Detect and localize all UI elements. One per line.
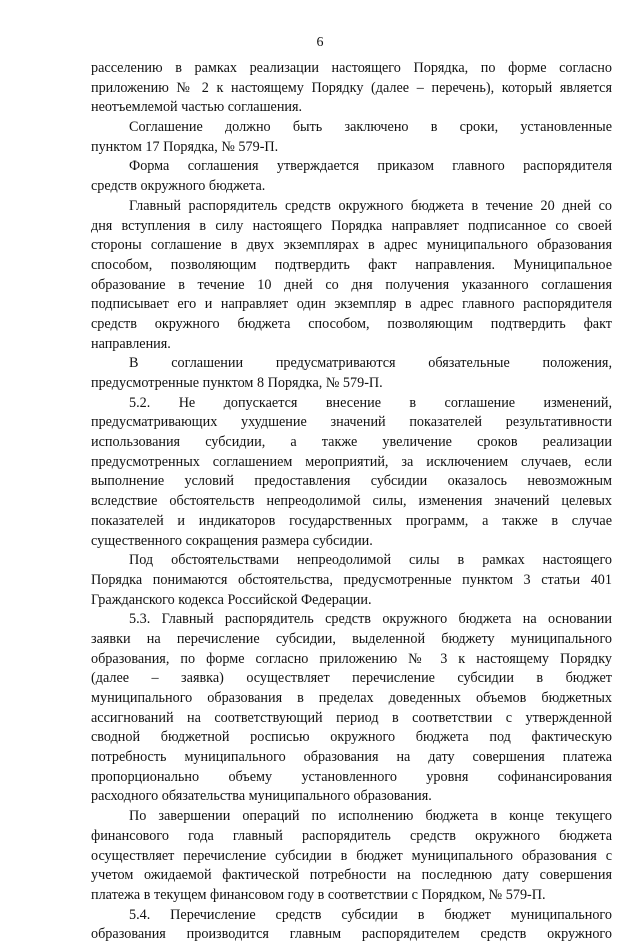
text-line: сводной бюджетной росписью окружного бюджета под фактическую [91, 729, 612, 746]
text-line: неотъемлемой частью соглашения. [91, 99, 303, 116]
text-line: финансового года главный распорядитель средств окружного бюджета [91, 827, 612, 844]
text-line: направления. [91, 335, 171, 352]
text-line: Порядка понимаются обстоятельства, предусмотренные пунктом 3 статьи 401 [91, 571, 612, 588]
body-text [91, 59, 612, 945]
text-line: предусматривающих ухудшение значений показателей результативности [91, 414, 612, 431]
text-line: предусмотренных соглашением мероприятий, за исключением случаев, если [91, 453, 612, 470]
text-line: вследствие обстоятельств непреодолимой силы, изменения значений целевых [91, 493, 612, 510]
text-line: Соглашение должно быть заключено в сроки, установленные [129, 119, 612, 136]
text-line: 5.4. Перечисление средств субсидии в бюджет муниципального [129, 906, 612, 923]
text-line: муниципального образования в пределах доведенных объемов бюджетных [91, 690, 612, 706]
text-line: Гражданского кодекса Российской Федерации. [91, 591, 372, 608]
text-line: заявки на перечисление субсидии, выделенной бюджету муниципального [91, 630, 612, 647]
page-number: 6 [316, 35, 324, 50]
text-line: образование в течение 10 дней со дня получения указанного соглашения [91, 276, 612, 293]
text-line: приложению № 2 к настоящему Порядку (далее – перечень), который является [91, 79, 612, 96]
text-line: показателей и индикаторов государственных программ, а также в случае [91, 512, 612, 529]
text-line: 5.2. Не допускается внесение в соглашение изменений, [129, 394, 612, 411]
text-line: расселению в рамках реализации настоящего Порядка, по форме согласно [91, 60, 612, 76]
text-line: платежа в текущем финансовом году в соответствии с Порядком, № 579-П. [91, 886, 546, 903]
text-line: способом, позволяющим подтвердить факт направления. Муниципальное [91, 256, 612, 273]
text-line: потребность муниципального образования на дату совершения платежа [91, 749, 612, 766]
text-line: существенного сокращения размера субсидии. [91, 532, 373, 549]
text-line: выполнение условий предоставления субсидии оказалось невозможным [91, 473, 612, 490]
text-line: Форма соглашения утверждается приказом главного распорядителя [129, 158, 612, 175]
text-line: использования субсидии, а также увеличение сроков реализации [91, 434, 612, 451]
text-line: осуществляет перечисление субсидии в бюджет муниципального образования с [91, 847, 612, 864]
text-line: средств окружного бюджета способом, позволяющим подтвердить факт [91, 315, 612, 332]
text-line: (далее – заявка) осуществляет перечисление субсидии в бюджет [91, 670, 612, 687]
text-line: В соглашении предусматриваются обязательные положения, [129, 355, 612, 372]
text-line: Под обстоятельствами непреодолимой силы в рамках настоящего [129, 552, 612, 569]
text-line: ассигнований на соответствующий период в соответствии с утвержденной [91, 709, 612, 726]
text-line: предусмотренные пунктом 8 Порядка, № 579-П. [91, 375, 383, 391]
text-line: образования, по форме согласно приложению № 3 к настоящему Порядку [91, 650, 612, 667]
text-line: стороны соглашение в двух экземплярах в адрес муниципального образования [91, 237, 612, 254]
text-line: подписывает его и направляет один экземпляр в адрес главного распорядителя [91, 296, 612, 313]
text-line: средств окружного бюджета. [91, 178, 266, 195]
text-line: расходного обязательства муниципального образования. [91, 788, 432, 805]
text-line: 5.3. Главный распорядитель средств окружного бюджета на основании [129, 611, 612, 628]
text-line: пропорционально объему установленного уровня софинансирования [91, 768, 612, 785]
text-line: учетом ожидаемой фактической потребности на последнюю дату совершения [91, 867, 612, 884]
text-line: Главный распорядитель средств окружного бюджета в течение 20 дней со [129, 197, 612, 214]
text-line: пунктом 17 Порядка, № 579-П. [91, 138, 279, 155]
text-line: дня вступления в силу настоящего Порядка направляет подписанное со своей [91, 217, 612, 234]
text-line: образования производится главным распорядителем средств окружного [91, 926, 612, 943]
text-line: По завершении операций по исполнению бюджета в конце текущего [129, 808, 612, 825]
